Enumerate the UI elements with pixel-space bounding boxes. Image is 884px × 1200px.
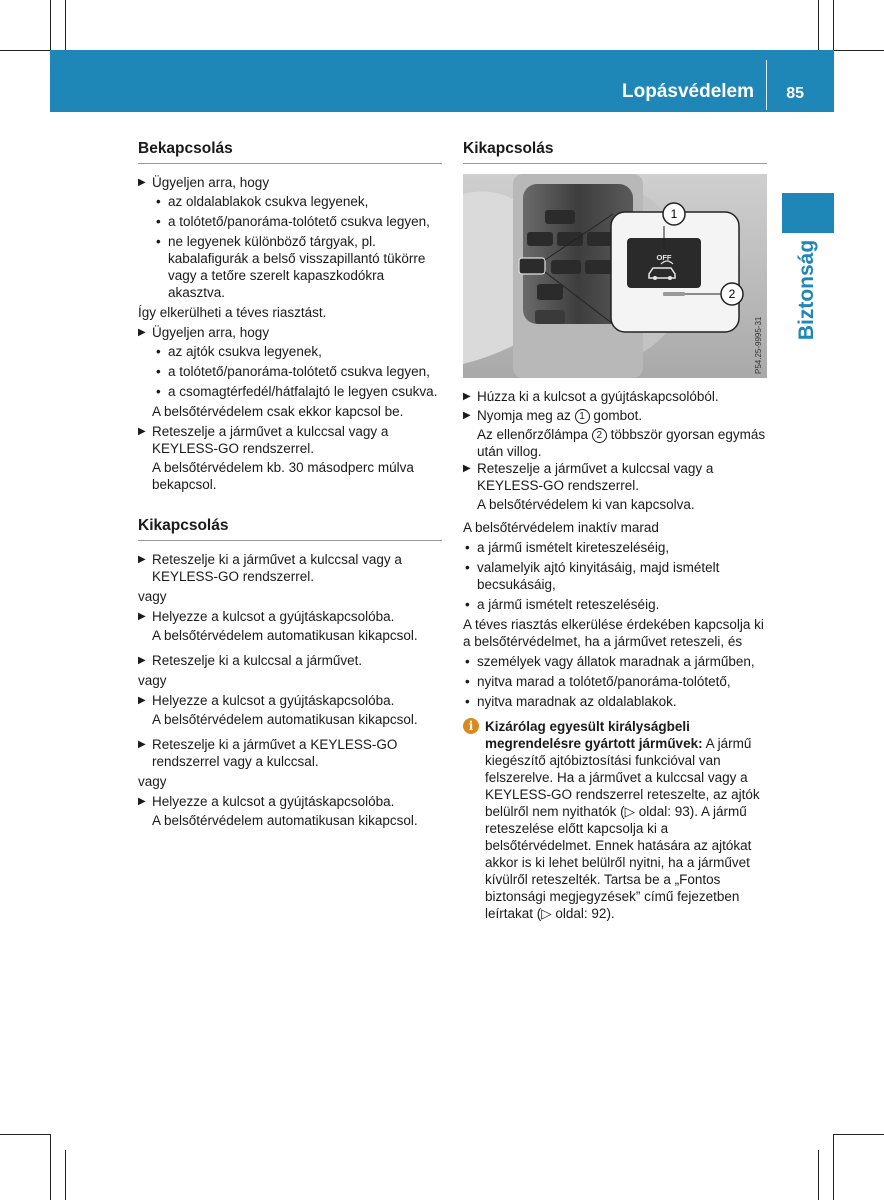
header-divider [766, 60, 767, 110]
or-text: vagy [138, 589, 167, 604]
chapter-tab [782, 193, 834, 233]
step-note: A belsőtérvédelem csak ekkor kapcsol be. [152, 404, 404, 419]
bullet-icon: • [465, 540, 470, 555]
arrow-icon: ▶ [138, 739, 146, 750]
overhead-panel-illustration [463, 174, 767, 378]
bullet-icon: • [465, 674, 470, 689]
arrow-icon: ▶ [138, 611, 146, 622]
or-text: vagy [138, 673, 167, 688]
section-heading-deactivation: Kikapcsolás [138, 517, 442, 541]
crop-mark [834, 1134, 884, 1135]
bullet-icon: • [156, 194, 161, 209]
bullet-icon: • [156, 344, 161, 359]
crop-mark [818, 1150, 819, 1200]
instruction-step: ▶ Reteszelje a járművet a kulccsal vagy a KEYLESS-GO rendszerrel. [463, 461, 714, 493]
step-note: A belsőtérvédelem automatikusan kikapcsol. [152, 712, 418, 727]
instruction-step: ▶ Ügyeljen arra, hogy [138, 175, 270, 190]
callout-1: 1 [670, 207, 678, 221]
arrow-icon: ▶ [463, 410, 471, 421]
crop-mark [65, 1150, 66, 1200]
instruction-step: ▶ Helyezze a kulcsot a gyújtáskapcsolóba. [138, 693, 395, 708]
info-note [463, 718, 767, 922]
instruction-step: ▶ Helyezze a kulcsot a gyújtáskapcsolóba. [138, 609, 395, 624]
crop-mark [818, 0, 819, 50]
list-item: • személyek vagy állatok maradnak a járműben, [465, 654, 755, 669]
chapter-label: Biztonság [795, 239, 818, 341]
page-title: Lopásvédelem [622, 81, 754, 102]
callout-2: 2 [728, 287, 736, 301]
arrow-icon: ▶ [138, 695, 146, 706]
arrow-icon: ▶ [138, 796, 146, 807]
bullet-icon: • [465, 654, 470, 669]
instruction-step: ▶ Reteszelje ki a kulccsal a járművet. [138, 653, 363, 668]
crop-mark [833, 1134, 834, 1200]
instruction-step: ▶ Reteszelje ki a járművet a KEYLESS-GO rendszerrel vagy a kulccsal. [138, 737, 398, 769]
list-item: • a csomagtérfedél/hátfalajtó le legyen csukva. [156, 384, 438, 399]
step-note: A belsőtérvédelem automatikusan kikapcsol. [152, 628, 418, 643]
arrow-icon: ▶ [463, 391, 471, 402]
arrow-icon: ▶ [138, 655, 146, 666]
page-number: 85 [786, 85, 804, 102]
page-header [50, 50, 834, 112]
instruction-step: ▶ Nyomja meg az 1 gombot. [463, 408, 643, 423]
arrow-icon: ▶ [138, 426, 146, 437]
arrow-icon: ▶ [138, 327, 146, 338]
crop-mark [834, 50, 884, 51]
figure-code: P54.25-9995-31 [754, 316, 763, 374]
list-item: • a tolótető/panoráma-tolótető csukva legyen, [156, 214, 430, 229]
crop-mark [50, 0, 51, 50]
arrow-icon: ▶ [463, 463, 471, 474]
info-note-text: A jármű kiegészítő ajtóbiztosítási funkcióval van felszerelve. Ha a járművet a kulccsal vagy a KEYLESS-GO rendszerrel reteszelte, az ajtók belülről nem nyithatók (▷ oldal: 93). A jármű reteszelése előtt kapcsolja ki a belsőtérvédelmet. Ennek hatására az ajtókat akkor is ki lehet belülről nyitni, ha a járművet kívülről reteszelték. Tartsa be a „Fontos biztonsági megjegyzések” című fejezetben leírtakat (▷ oldal: 92). [485, 736, 760, 921]
bullet-icon: • [156, 214, 161, 229]
crop-mark [65, 0, 66, 50]
arrow-icon: ▶ [138, 177, 146, 188]
instruction-step: ▶ Ügyeljen arra, hogy [138, 325, 270, 340]
paragraph: A téves riasztás elkerülése érdekében kapcsolja ki a belsőtérvédelmet, ha a járművet reteszeli, és [463, 617, 764, 649]
bullet-icon: • [156, 364, 161, 379]
list-item: • ne legyenek különböző tárgyak, pl. kabalafigurák a belső visszapillantó tükörre vagy a tetőre szerelt kapaszkodókra akasztva. [156, 234, 426, 300]
info-note-title: Kizárólag egyesült királyságbeli megrendelésre gyártott járművek: [485, 719, 703, 751]
step-note: A belsőtérvédelem kb. 30 másodperc múlva bekapcsol. [152, 460, 414, 492]
section-heading-activation: Bekapcsolás [138, 140, 442, 164]
or-text: vagy [138, 774, 167, 789]
off-label: OFF [656, 253, 672, 262]
crop-mark [50, 1134, 51, 1200]
callout-number-icon: 1 [575, 409, 590, 424]
bullet-icon: • [156, 384, 161, 399]
list-item: • a tolótető/panoráma-tolótető csukva legyen, [156, 364, 430, 379]
crop-mark [0, 1134, 50, 1135]
crop-mark [0, 50, 50, 51]
bullet-icon: • [465, 560, 470, 575]
callout-number-icon: 2 [592, 428, 607, 443]
step-note: Így elkerülheti a téves riasztást. [138, 305, 327, 320]
bullet-icon: • [465, 694, 470, 709]
bullet-icon: • [156, 234, 161, 249]
instruction-step: ▶ Helyezze a kulcsot a gyújtáskapcsolóba. [138, 794, 395, 809]
list-item: • a jármű ismételt kireteszeléséig, [465, 540, 670, 555]
step-note: A belsőtérvédelem ki van kapcsolva. [477, 497, 695, 512]
left-column [138, 140, 442, 829]
arrow-icon: ▶ [138, 554, 146, 565]
info-icon: i [463, 718, 479, 734]
right-column [463, 140, 767, 922]
paragraph: A belsőtérvédelem inaktív marad [463, 520, 659, 535]
list-item: • a jármű ismételt reteszeléséig. [465, 597, 660, 612]
section-heading-deactivation: Kikapcsolás [463, 140, 767, 164]
list-item: • nyitva marad a tolótető/panoráma-tolótető, [465, 674, 731, 689]
instruction-step: ▶ Reteszelje ki a járművet a kulccsal vagy a KEYLESS-GO rendszerrel. [138, 552, 402, 584]
crop-mark [833, 0, 834, 50]
instruction-step: ▶ Reteszelje a járművet a kulccsal vagy a KEYLESS-GO rendszerrel. [138, 424, 389, 456]
overhead-control-panel-figure [463, 174, 767, 378]
bullet-icon: • [465, 597, 470, 612]
list-item: • az ajtók csukva legyenek, [156, 344, 322, 359]
list-item: • valamelyik ajtó kinyitásáig, majd ismételt becsukásáig, [465, 560, 720, 592]
list-item: • nyitva maradnak az oldalablakok. [465, 694, 677, 709]
instruction-step: ▶ Húzza ki a kulcsot a gyújtáskapcsolóból. [463, 389, 719, 404]
list-item: • az oldalablakok csukva legyenek, [156, 194, 369, 209]
step-note: A belsőtérvédelem automatikusan kikapcsol. [152, 813, 418, 828]
step-note: Az ellenőrzőlámpa 2 többször gyorsan egymás után villog. [477, 427, 766, 459]
